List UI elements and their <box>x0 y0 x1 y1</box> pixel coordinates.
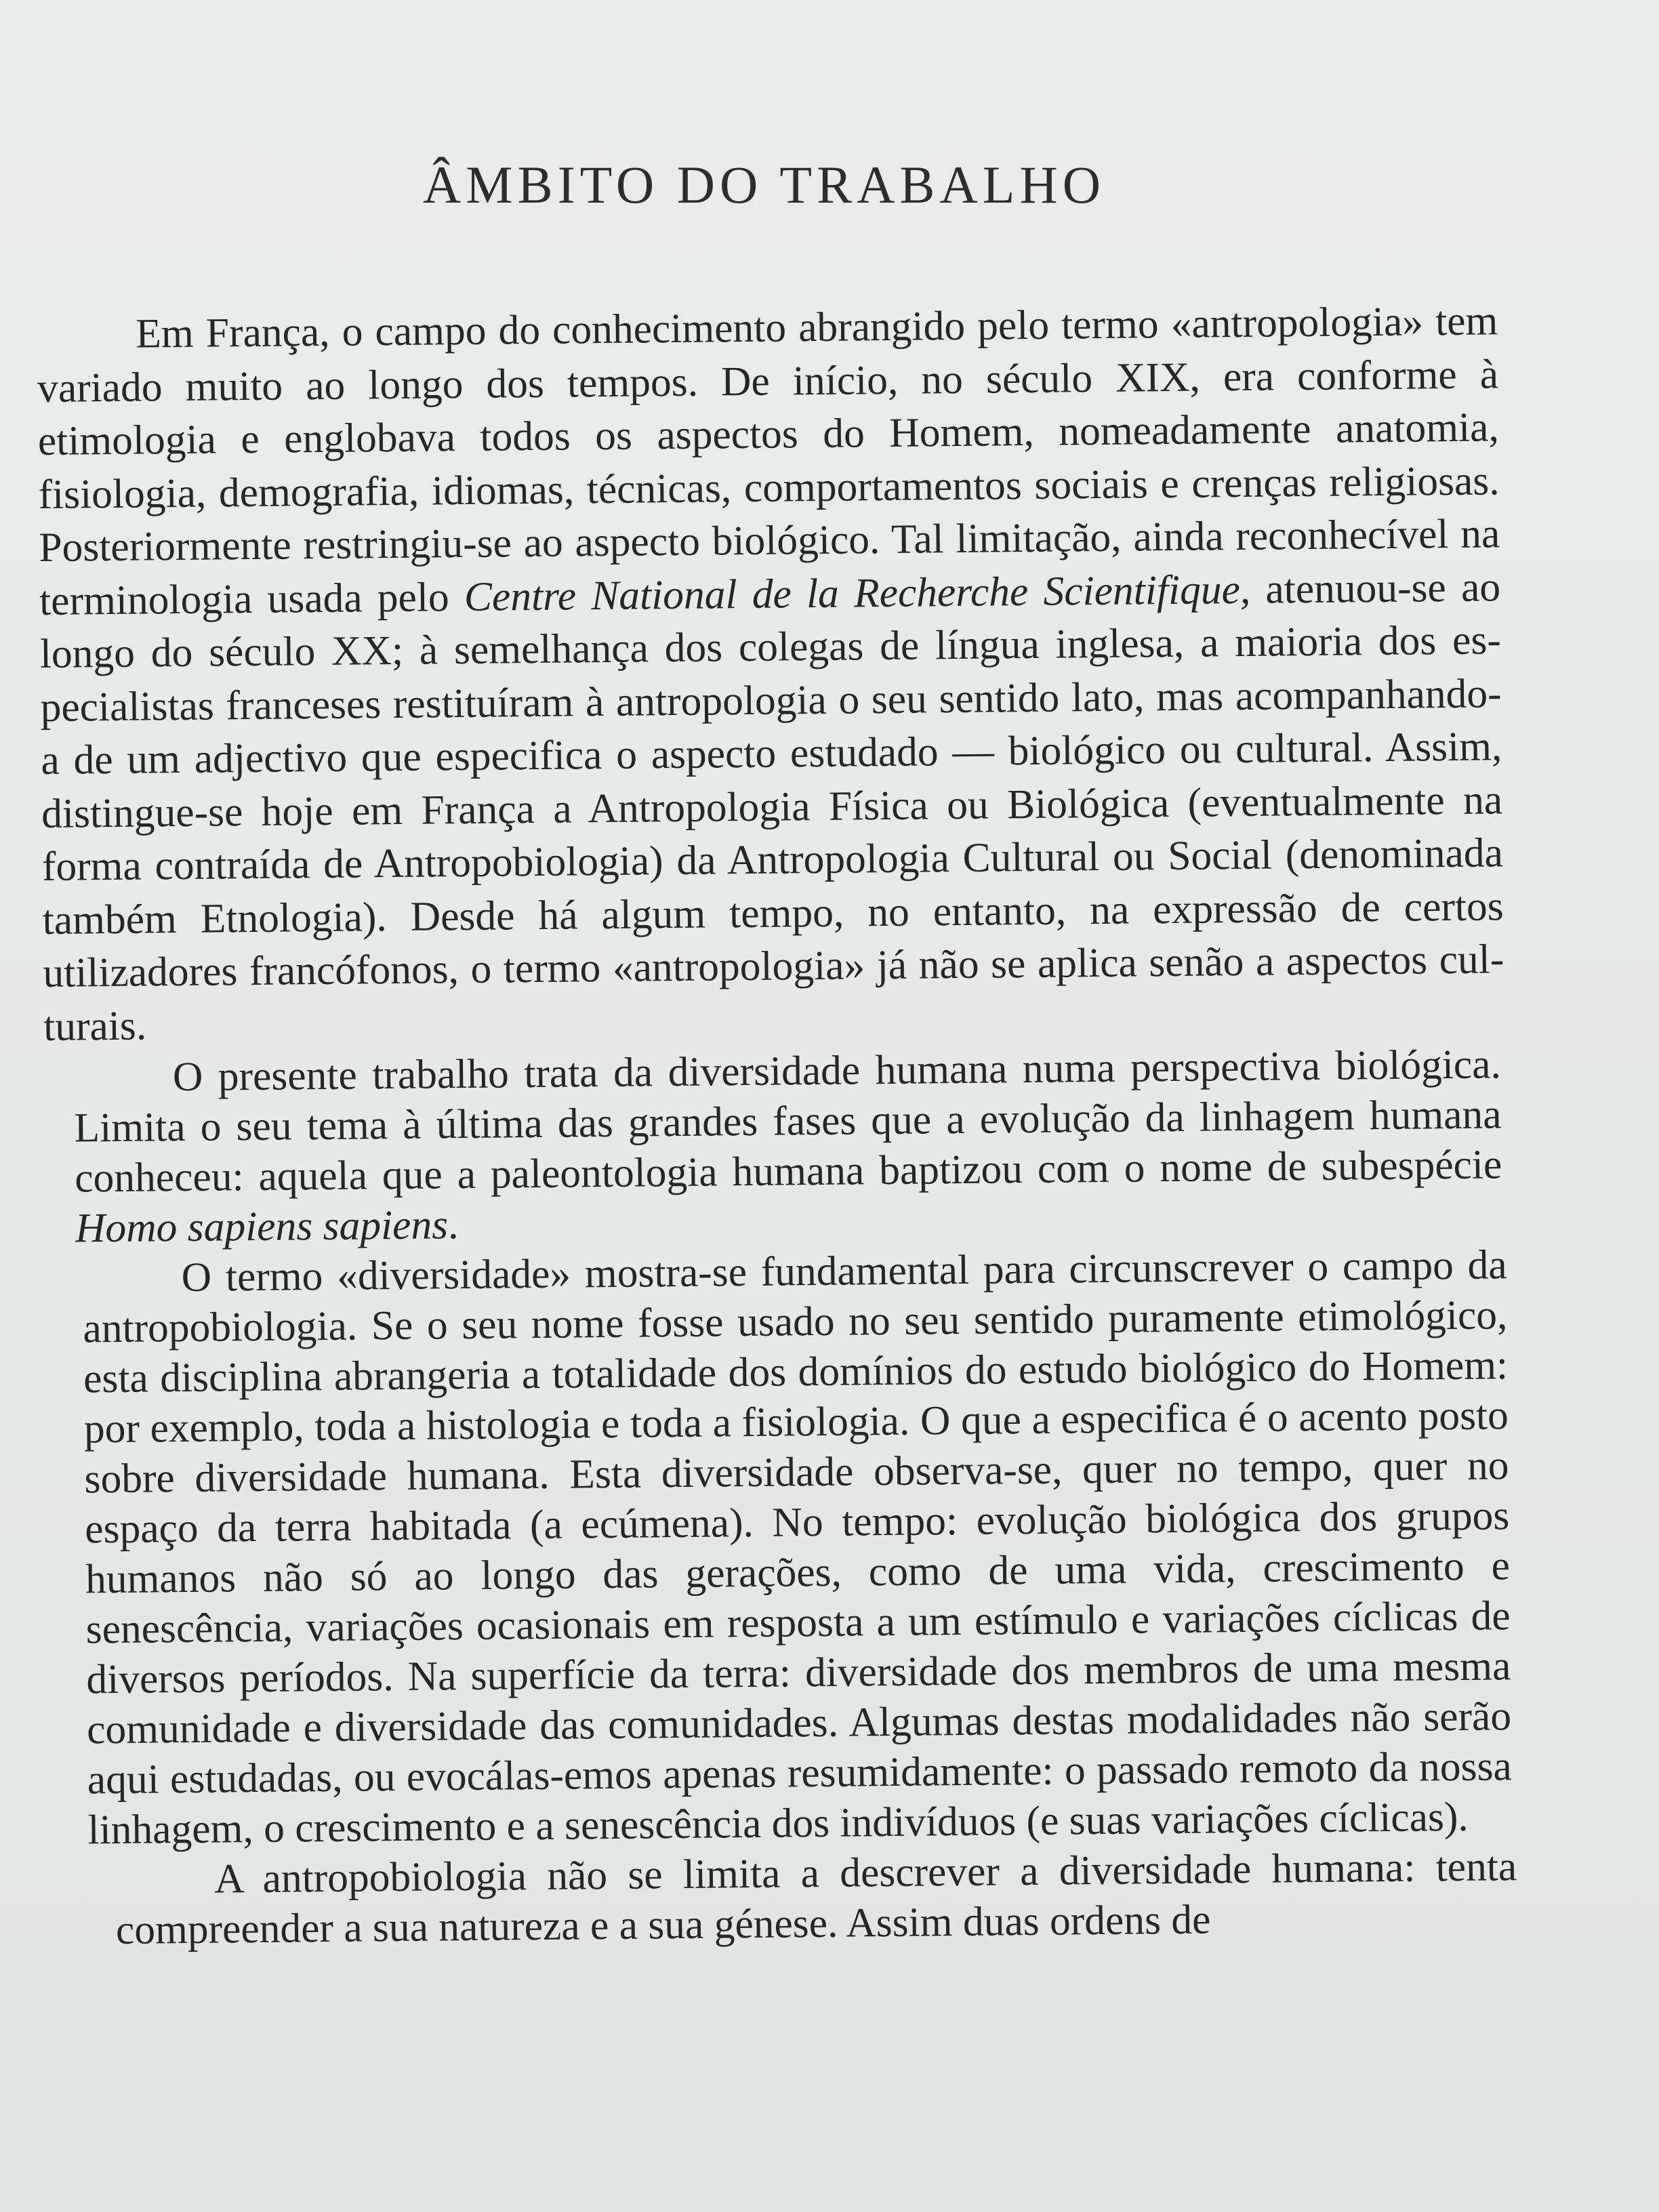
paragraph-1-text-a: Em França, o campo do conhecimento abrangido pelo termo «antropologia» tem variado muito ao longo dos tempos. De início, no século XIX, era conforme à etimologia e englobava todos os aspectos do Homem, nomeadamente anatomia, fisiologia, demografia, idiomas, técnicas, comportamentos sociais e crenças religiosas. Posteriormente restringiu-se ao aspecto biológico. Tal limitação, ainda reconhecível na terminologia usada pelo <box>37 298 1500 624</box>
paragraph-1-italic-cnrs: Centre National de la Recherche Scientifique, <box>464 566 1251 620</box>
paragraph-2 <box>74 1039 1503 1253</box>
paragraph-2-text-b: . <box>447 1202 459 1248</box>
paragraph-2-text-a: O presente trabalho trata da diversidade humana numa perspectiva biológica. Limita o seu tema à última das grandes fases que a evolução da linhagem humana conheceu: aquela que a paleontologia humana baptizou com o nome de subespécie <box>74 1041 1502 1202</box>
body-text <box>37 294 1517 1956</box>
paragraph-1 <box>37 294 1504 1053</box>
paragraph-4-text: A antropobiologia não se limita a descrever a diversidade humana: tenta compreender a sua natureza e a sua génese. Assim duas ordens de <box>115 1843 1517 1954</box>
paragraph-4 <box>115 1841 1517 1955</box>
page-title: ÂMBITO DO TRABALHO <box>422 155 1106 214</box>
paragraph-3 <box>82 1240 1512 1855</box>
paragraph-3-text: O termo «diversidade» mostra-se fundamental para circunscrever o campo da antropobiologia. Se o seu nome fosse usado no seu sentido puramente etimológico, esta disciplina abrangeria a totalidade dos domínios do estudo biológico do Homem: por exemplo, toda a histologia e toda a fisiologia. O que a especifica é o acento posto sobre diversidade humana. Esta diversidade observa-se, quer no tempo, quer no espaço da terra habitada (a ecúmena). No tempo: evolução biológica dos grupos humanos não só ao longo das gerações, como de uma vida, crescimento e senescência, variações ocasionais em resposta a um estímulo e variações cíclicas de diversos períodos. Na superfície da terra: diversidade dos membros de uma mesma comunidade e diversidade das comunidades. Algumas destas modalidades não serão aqui estudadas, ou evocálas-emos apenas resumidamente: o passado remoto da nossa linhagem, o crescimento e a senescência dos indivíduos (e suas variações cíclicas). <box>83 1242 1513 1853</box>
paragraph-1-text-b: atenuou-se ao longo do século XX; à semelhança dos colegas de língua inglesa, a maioria dos especialistas franceses restituíram à antropologia o seu sentido lato, mas acompanhando-a de um adjectivo que especifica o aspecto estudado — biológico ou cultural. Assim, distingue-se hoje em França a Antropologia Física ou Biológica (eventualmente na forma contraída de Antropobiologia) da Antropologia Cultural ou Social (denominada também Etnologia). Desde há algum tempo, no entanto, na expressão de certos utilizadores francófonos, o termo «antropologia» já não se aplica senão a aspectos culturais. <box>39 563 1504 1050</box>
paragraph-2-italic-species: Homo sapiens sapiens <box>75 1202 449 1252</box>
